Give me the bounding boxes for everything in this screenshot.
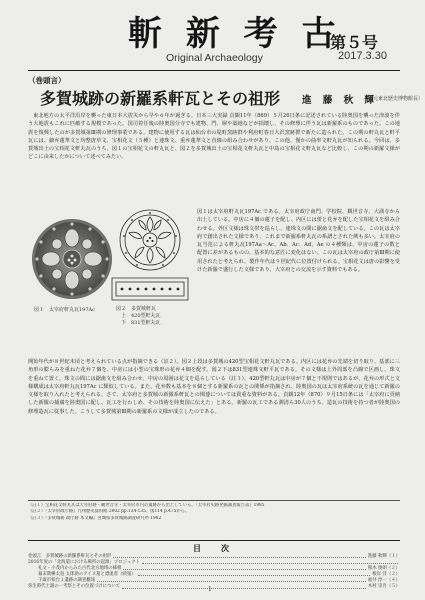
figure-2-tile-drawings bbox=[108, 208, 192, 304]
contents-item-author: 熊木 俊朗（２） bbox=[367, 566, 400, 572]
issue-date: 2017.3.30 bbox=[338, 50, 387, 62]
footnote: （註２）『太宰府政庁跡』九州歴史資料館 2002 pp.134-135、図114 p.475から。 bbox=[28, 509, 190, 515]
contents-heading: 目 次 bbox=[193, 543, 235, 553]
page-number: 1 bbox=[208, 586, 212, 593]
figure-1-rosette-tile bbox=[30, 216, 114, 302]
issue-number: 第５号 bbox=[330, 35, 379, 52]
figure-1-caption: 図１ 太宰府軒丸瓦197Ac bbox=[34, 307, 95, 313]
intro-paragraph: 東北地方の太平洋沿岸を襲った東日本大震災から早や６年が過ぎる。日本三大実録 貞観11年（869）５月26日条に記述されている陸奥国を襲った津波を伴う大地震もこれに匹敵する規模であった。国司着任後の陸奥国分寺でも建物、門、塀や築地などが損壊し、その修理に伴う瓦は新羅系のものであった。この地震を復興したのが多賀城第Ⅲ期の修理事業である。建物に使用する瓦は仙台市の堤町窯跡群や利府町春日大沢窯跡群で新たに造られた。この期の軒丸瓦と軒平瓦には、細弁蓮華文と均整唐草文、宝相花文（５種）と連珠文、重弁蓮華文と直線の組み合わせがあり、この他、僅かの曲率文軒丸瓦が知られる。今回は、多賀城出土の宝相花文軒丸瓦のうち、図１の宝相花文の軒丸瓦と、図２を多賀城出土の宝相花文軒丸瓦と中島の宝相花文軒丸瓦など比較し、この期の新羅文様がどこに由来したかについて述べてみたい。 bbox=[28, 113, 400, 161]
contents-list bbox=[28, 554, 400, 591]
footnotes bbox=[28, 503, 400, 522]
article-title: 多賀城跡の新羅系軒瓦とその祖形 bbox=[40, 89, 281, 108]
contents-item-author: 木村 崇吾（５） bbox=[367, 584, 400, 590]
article-author: 進 藤 秋 輝 bbox=[302, 95, 378, 106]
contents-item-title: 2016年度の「北海道における場所の起源」プロジェクト bbox=[28, 560, 141, 566]
contents-leader-dots bbox=[97, 578, 366, 582]
table-of-contents bbox=[28, 540, 400, 590]
contents-item-title: 礼文・小茂内からみた古代北方地域の様相 bbox=[38, 566, 122, 572]
figure-2-caption: 図２ 多賀城軒瓦 上 420型軒丸瓦 下 831型軒丸瓦 bbox=[116, 306, 161, 326]
contents-item-author: 根岸 洋（２） bbox=[372, 572, 400, 578]
right-column-paragraph: 図１は太宰府軒丸瓦197Ac である。太宰府政庁南門、学校院、観世音寺、大満寺から出土している。中房に４個の蓮子を配し、内区には蕾と花弁を配した宝相花文を組み合わせる。外区文様は珠文帯を巡らし、連珠文の間に鋸歯文を配している。この瓦は太宰府で創出された文様であり、これまで新羅系軒丸瓦の系譜とされた例も多い。太宰府の瓦当范による軒丸瓦197Aa〜Ac、Ab、Ac、Ad、Ae の４種類は、中房の蓮子の数と配置に差があるものの、基本的な意匠に変化はない。この瓦は太宰府の政庁第Ⅲ期に使用されたと考えられ、製作年代は９世紀代に位置付けられる。宝相花文は唐の影響を受けた新羅で盛行した文様であり、大宰府との交流を示す資料でもある。 bbox=[197, 209, 400, 274]
contents-leader-dots bbox=[113, 554, 365, 558]
contents-leader-dots bbox=[138, 572, 371, 576]
contents-item-author: 福井 淳一（４） bbox=[367, 578, 400, 584]
contents-leader-dots bbox=[142, 560, 398, 564]
lead-tag: （巻頭言） bbox=[28, 76, 66, 85]
contents-leader-dots bbox=[123, 566, 365, 570]
notes-rule bbox=[28, 500, 400, 501]
contents-item-author: 進藤 秋輝（１） bbox=[367, 554, 400, 559]
contents-item-title: 幕末期樺太島 太郎助のアイヌ墓と漂流者（続報） bbox=[38, 572, 136, 578]
contents-item bbox=[28, 584, 400, 590]
contents-item-title: 弥生時代土器の一考察とその位置づけについて bbox=[28, 584, 121, 590]
footnote: （註３）『多賀城跡 政庁跡 本文編』宮城県多賀城跡調査研究所 1982 bbox=[28, 515, 162, 521]
footnote: （註１）宝相花文軒丸瓦は大宰府跡・観世音寺・太宰府市内の遺跡から出土している。『太宰府史跡発掘調査報告書』1985 bbox=[28, 503, 265, 508]
contents-leader-dots bbox=[122, 584, 366, 588]
bottom-paragraph: 開始年代が８世紀末頃と考えられている点が指摘できる（註２）。図２上段は多賀城の420型宝相花文軒丸瓦である。内区には花弁の先端を切り取り、基部に三角形の膨らみを重ねた花弁７個を、中房には小型の宝珠形の花弁４個を配す。図２下は831型連珠文軒平瓦である。その文様は上外周部を凸線で区画し、珠文を重ねて置く。珠文の間には鋸歯文を組み合わせ、中房の周囲は花文を巡らしている（註３）。420型軒丸瓦は中房が７個と不規則ではあるが、花弁の形式と文様構成は太宰府軒丸瓦197Ac に類似している。また、花弁数も基本を８個とする新羅系の瓦との関係が指摘され、陸奥国の瓦は太宰府系統の瓦を通じて新羅の文様を取り入れたと考えられる。さて、太宰府と多賀城の新羅系軒瓦との関連については貴重な資料がある。貞観12年（870）９月15日条には「太宰府に貢納した新羅の捕虜を陸奥国に配し、瓦工を行わしめ、その技術を陸奥国に伝えた」とある。新羅の瓦工である潤清ら30人のうち、造瓦の技術を持つ者が陸奥国の修理造瓦に従事した。こうして多賀城第Ⅲ期の新羅系の文様が成立したのである。 bbox=[28, 359, 400, 415]
newsletter-subtitle: Original Archaeology bbox=[166, 52, 263, 64]
contents-item-title: 巻頭言 多賀城跡の新羅系軒瓦とその祖形 bbox=[28, 554, 112, 559]
header-rule bbox=[28, 70, 400, 71]
newsletter-title: 斬 新 考 古 bbox=[128, 14, 342, 54]
author-affiliation: （元東北歴史博物館長） bbox=[368, 96, 424, 102]
contents-item-title: 千歳市柏台１遺跡の調査概報 bbox=[38, 578, 96, 584]
